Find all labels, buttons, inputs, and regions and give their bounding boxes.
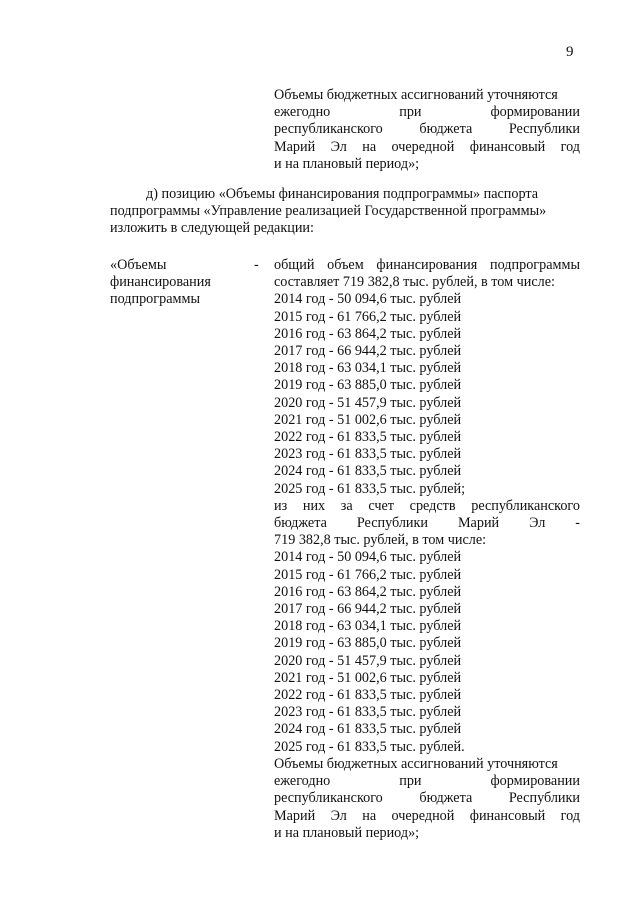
- year-amount-line: 2016 год - 63 864,2 тыс. рублей: [274, 325, 462, 342]
- note-line: и на плановый период»;: [274, 155, 420, 172]
- year-amount-line: 2015 год - 61 766,2 тыс. рублей: [274, 308, 462, 325]
- intro-line: д) позицию «Объемы финансирования подпрограммы» паспорта: [146, 186, 539, 202]
- years-total-list: [274, 291, 580, 497]
- label-dash: -: [254, 257, 259, 273]
- financing-content: [274, 257, 580, 842]
- year-amount-line: 2022 год - 61 833,5 тыс. рублей: [274, 429, 462, 446]
- note-line: республиканского бюджета Республики: [274, 121, 580, 138]
- note-line: Объемы бюджетных ассигнований уточняются: [274, 87, 558, 103]
- financing-label: [110, 257, 250, 309]
- label-line: финансирования: [110, 274, 211, 291]
- year-amount-line: 2021 год - 51 002,6 тыс. рублей: [274, 669, 462, 686]
- note-line: Марий Эл на очередной финансовый год: [274, 138, 580, 155]
- year-amount-line: 2019 год - 63 885,0 тыс. рублей: [274, 377, 462, 394]
- year-amount-line: 2019 год - 63 885,0 тыс. рублей: [274, 635, 462, 652]
- year-amount-line: 2018 год - 63 034,1 тыс. рублей: [274, 618, 462, 635]
- year-amount-line: 2017 год - 66 944,2 тыс. рублей: [274, 601, 462, 618]
- year-amount-line: 2022 год - 61 833,5 тыс. рублей: [274, 687, 462, 704]
- years-republic-list: [274, 549, 580, 755]
- total-line: составляет 719 382,8 тыс. рублей, в том числе:: [274, 274, 555, 291]
- year-amount-line: 2024 год - 61 833,5 тыс. рублей: [274, 463, 462, 480]
- year-amount-line: 2025 год - 61 833,5 тыс. рублей;: [274, 480, 466, 497]
- note-line: ежегодно при формировании: [274, 104, 580, 121]
- total-line: общий объем финансирования подпрограммы: [274, 257, 580, 273]
- note-line: ежегодно при формировании: [274, 773, 580, 790]
- label-line: «Объемы: [110, 257, 167, 273]
- intro-line: изложить в следующей редакции:: [110, 220, 314, 237]
- label-line: подпрограммы: [110, 291, 200, 308]
- year-amount-line: 2018 год - 63 034,1 тыс. рублей: [274, 360, 462, 377]
- republic-line: бюджета Республики Марий Эл -: [274, 515, 580, 532]
- year-amount-line: 2025 год - 61 833,5 тыс. рублей.: [274, 738, 465, 755]
- year-amount-line: 2023 год - 61 833,5 тыс. рублей: [274, 704, 462, 721]
- note-line: Марий Эл на очередной финансовый год: [274, 807, 580, 824]
- year-amount-line: 2020 год - 51 457,9 тыс. рублей: [274, 652, 462, 669]
- year-amount-line: 2020 год - 51 457,9 тыс. рублей: [274, 394, 462, 411]
- year-amount-line: 2021 год - 51 002,6 тыс. рублей: [274, 411, 462, 428]
- republic-line: 719 382,8 тыс. рублей, в том числе:: [274, 532, 487, 549]
- republic-line: из них за счет средств республиканского: [274, 497, 580, 514]
- year-amount-line: 2014 год - 50 094,6 тыс. рублей: [274, 549, 462, 566]
- year-amount-line: 2024 год - 61 833,5 тыс. рублей: [274, 721, 462, 738]
- year-amount-line: 2014 год - 50 094,6 тыс. рублей: [274, 291, 462, 308]
- page-number: 9: [566, 44, 574, 60]
- intro-paragraph: [110, 186, 580, 238]
- intro-line: подпрограммы «Управление реализацией Государственной программы»: [110, 203, 547, 220]
- top-budget-note: [274, 87, 580, 173]
- year-amount-line: 2015 год - 61 766,2 тыс. рублей: [274, 566, 462, 583]
- year-amount-line: 2023 год - 61 833,5 тыс. рублей: [274, 446, 462, 463]
- note-line: и на плановый период»;: [274, 824, 420, 841]
- year-amount-line: 2017 год - 66 944,2 тыс. рублей: [274, 343, 462, 360]
- year-amount-line: 2016 год - 63 864,2 тыс. рублей: [274, 583, 462, 600]
- note-line: Объемы бюджетных ассигнований уточняются: [274, 755, 558, 772]
- note-line: республиканского бюджета Республики: [274, 790, 580, 807]
